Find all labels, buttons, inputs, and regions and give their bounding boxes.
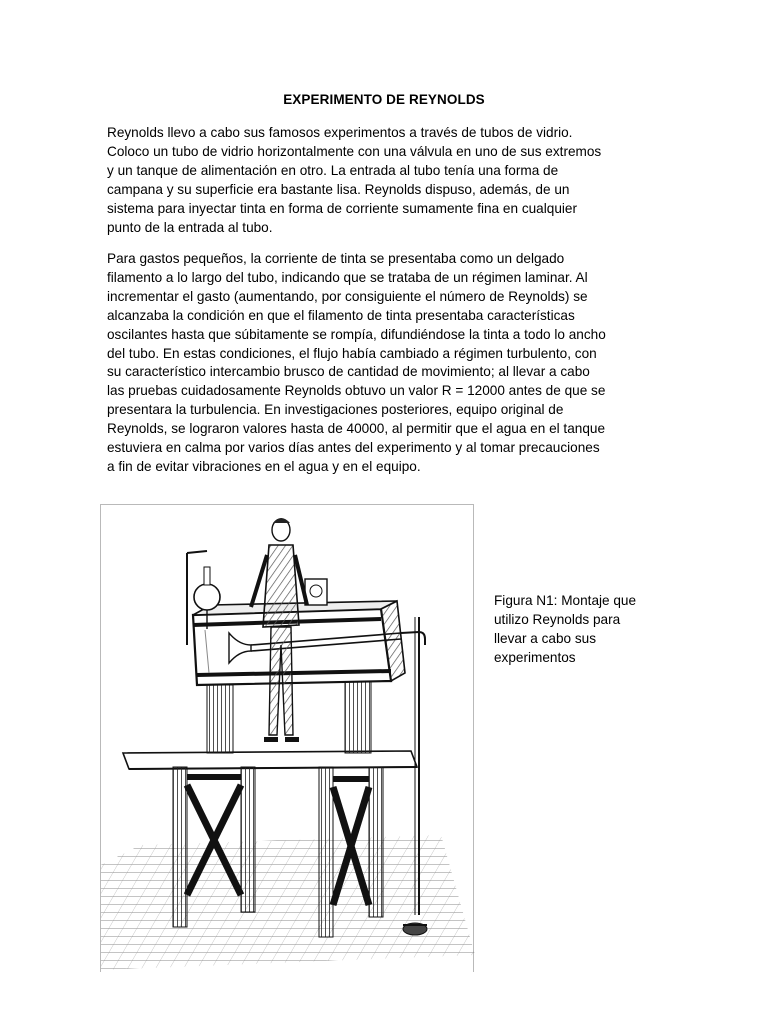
paragraph-line: las pruebas cuidadosamente Reynolds obtuvo un valor R = 12000 antes de que se [107,383,606,399]
paragraph-line: Reynolds llevo a cabo sus famosos experimentos a través de tubos de vidrio. [107,125,573,140]
figure-caption [494,592,674,668]
paragraph-line: sistema para inyectar tinta en forma de corriente sumamente fina en cualquier [107,200,577,216]
paragraph-line: alcanzaba la condición en que el filamento de tinta presentaba características [107,307,575,323]
paragraph-line: filamento a lo largo del tubo, indicando que se trataba de un régimen laminar. Al [107,269,588,285]
tank-support [207,685,233,753]
caption-line: Figura N1: Montaje que [494,593,637,608]
paragraph-line: campana y su superficie era bastante lisa. Reynolds dispuso, además, de un [107,181,570,197]
paragraph-line: y un tanque de alimentación en otro. La entrada al tubo tenía una forma de [107,162,559,178]
table-leg [173,767,187,927]
paragraph-line: estuviera en calma por varios días antes del experimento y al tomar precauciones [107,440,600,456]
table-leg [241,767,255,912]
paragraph-line: Reynolds, se lograron valores hasta de 40000, al permitir que el agua en el tanque [107,421,606,437]
gauge [305,579,327,605]
paragraph-line: presentara la turbulencia. En investigaciones posteriores, equipo original de [107,402,564,418]
paragraph-line: oscilantes hasta que súbitamente se rompía, difundiéndose la tinta a todo lo ancho [107,326,606,342]
apparatus-illustration [101,505,475,973]
caption-line: utilizo Reynolds para [494,611,621,627]
paragraph-intro [107,124,667,237]
paragraph-line: del tubo. En estas condiciones, el flujo había cambiado a régimen turbulento, con [107,345,597,361]
document-title: EXPERIMENTO DE REYNOLDS [283,92,485,107]
paragraph-results [107,250,667,477]
caption-line: experimentos [494,649,576,665]
caption-line: llevar a cabo sus [494,630,597,646]
table-leg [319,767,333,937]
paragraph-line: a fin de evitar vibraciones en el agua y en el equipo. [107,458,421,474]
reynolds-apparatus-figure [100,504,474,972]
paragraph-line: incrementar el gasto (aumentando, por consiguiente el número de Reynolds) se [107,288,588,304]
paragraph-line: punto de la entrada al tubo. [107,219,273,235]
paragraph-line: su característico intercambio brusco de cantidad de movimiento; al llevar a cabo [107,364,590,380]
paragraph-line: Para gastos pequeños, la corriente de tinta se presentaba como un delgado [107,251,565,266]
ink-flask [194,584,220,610]
tank-support [345,681,371,753]
paragraph-line: Coloco un tubo de vidrio horizontalmente con una válvula en uno de sus extremos [107,143,602,159]
table-top [123,751,417,769]
